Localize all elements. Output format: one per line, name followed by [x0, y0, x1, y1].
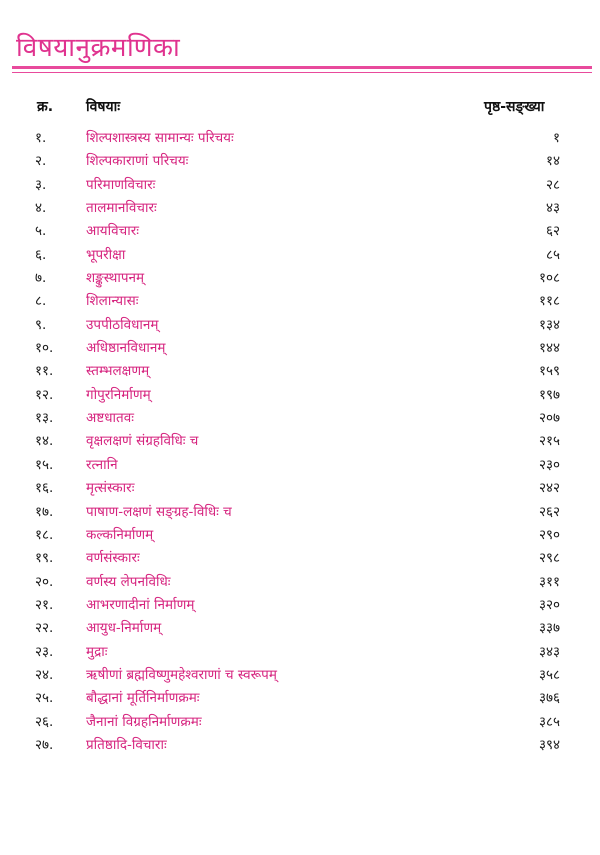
- entry-subject[interactable]: मुद्राः: [86, 643, 108, 660]
- entry-number: ८.: [35, 293, 47, 310]
- list-item[interactable]: [0, 289, 600, 312]
- entry-number: १७.: [35, 503, 54, 520]
- entry-page-number: १३४: [538, 316, 560, 333]
- entry-page-number: ३३७: [538, 620, 560, 637]
- entry-number: १.: [35, 130, 47, 146]
- entry-number: २४.: [35, 666, 54, 683]
- entry-page-number: १९७: [538, 386, 560, 403]
- entry-number: १०.: [35, 340, 54, 357]
- entry-number: १५.: [35, 456, 54, 473]
- entry-subject[interactable]: तालमानविचारः: [86, 200, 157, 217]
- entry-number: १२.: [35, 386, 54, 403]
- list-item[interactable]: [0, 196, 600, 219]
- entry-page-number: १४४: [538, 340, 560, 357]
- entry-subject[interactable]: वर्णसंस्कारः: [86, 550, 140, 567]
- entry-page-number: १४: [545, 153, 560, 170]
- entry-subject[interactable]: ऋषीणां ब्रह्मविष्णुमहेश्वराणां च स्वरूपम्: [86, 666, 277, 683]
- entry-subject[interactable]: आयविचारः: [86, 223, 139, 240]
- list-item[interactable]: [0, 336, 600, 359]
- list-item[interactable]: [0, 640, 600, 663]
- list-item[interactable]: [0, 406, 600, 429]
- list-item[interactable]: [0, 593, 600, 616]
- entry-subject[interactable]: आभरणादीनां निर्माणम्: [86, 596, 195, 613]
- entry-subject[interactable]: गोपुरनिर्माणम्: [86, 386, 151, 403]
- entry-number: ४.: [35, 200, 47, 217]
- entry-number: १८.: [35, 526, 54, 543]
- entry-subject[interactable]: शङ्कुस्थापनम्: [86, 270, 145, 287]
- table-header: [0, 97, 600, 121]
- entry-number: २१.: [35, 596, 54, 613]
- entry-page-number: २१५: [538, 433, 560, 450]
- list-item[interactable]: [0, 546, 600, 569]
- entry-subject[interactable]: भूपरीक्षा: [86, 246, 126, 263]
- entry-number: २०.: [35, 573, 54, 590]
- entry-subject[interactable]: स्तम्भलक्षणम्: [86, 363, 150, 380]
- entry-subject[interactable]: शिलान्यासः: [86, 293, 139, 310]
- page-title: विषयानुक्रमणिका: [16, 33, 181, 63]
- entry-subject[interactable]: उपपीठविधानम्: [86, 316, 159, 333]
- entry-subject[interactable]: आयुध-निर्माणम्: [86, 620, 162, 637]
- list-item[interactable]: [0, 243, 600, 266]
- header-page-number: पृष्ठ-सङ्ख्या: [484, 99, 545, 115]
- list-item[interactable]: [0, 710, 600, 733]
- title-divider-thick: [12, 66, 592, 69]
- entry-page-number: २९८: [538, 550, 560, 567]
- entry-page-number: २९०: [538, 526, 560, 543]
- entry-subject[interactable]: जैनानां विग्रहनिर्माणक्रमः: [86, 713, 202, 730]
- header-subject: विषयाः: [86, 99, 121, 115]
- list-item[interactable]: [0, 663, 600, 686]
- entry-number: ९.: [35, 316, 47, 333]
- entry-number: २६.: [35, 713, 54, 730]
- contents-list: [0, 126, 600, 756]
- entry-page-number: ३८५: [538, 713, 560, 730]
- entry-number: १६.: [35, 480, 54, 497]
- entry-page-number: ३७६: [538, 690, 560, 707]
- entry-page-number: ३९४: [538, 736, 560, 753]
- entry-subject[interactable]: शिल्पकाराणां परिचयः: [86, 153, 189, 170]
- entry-subject[interactable]: पाषाण-लक्षणं सङ्ग्रह-विधिः च: [86, 503, 232, 520]
- list-item[interactable]: [0, 453, 600, 476]
- entry-page-number: ३५८: [538, 666, 560, 683]
- list-item[interactable]: [0, 686, 600, 709]
- list-item[interactable]: [0, 313, 600, 336]
- entry-number: २५.: [35, 690, 54, 707]
- entry-subject[interactable]: कल्कनिर्माणम्: [86, 526, 154, 543]
- list-item[interactable]: [0, 733, 600, 756]
- entry-page-number: १५९: [538, 363, 560, 380]
- entry-number: १९.: [35, 550, 54, 567]
- entry-number: २७.: [35, 736, 54, 753]
- entry-page-number: १०८: [538, 270, 560, 287]
- entry-number: १४.: [35, 433, 54, 450]
- list-item[interactable]: [0, 570, 600, 593]
- entry-subject[interactable]: अधिष्ठानविधानम्: [86, 340, 166, 357]
- entry-number: ६.: [35, 246, 47, 263]
- entry-number: ३.: [35, 176, 47, 193]
- list-item[interactable]: [0, 500, 600, 523]
- entry-number: ११.: [35, 363, 54, 380]
- entry-number: २.: [35, 153, 47, 170]
- list-item[interactable]: [0, 149, 600, 172]
- entry-number: १३.: [35, 410, 54, 427]
- title-divider-thin: [12, 72, 592, 73]
- list-item[interactable]: [0, 126, 600, 149]
- header-number: क्र.: [37, 99, 54, 115]
- list-item[interactable]: [0, 266, 600, 289]
- entry-page-number: ४३: [545, 200, 560, 217]
- entry-page-number: ११८: [538, 293, 560, 310]
- entry-page-number: २६२: [538, 503, 560, 520]
- entry-page-number: १: [552, 130, 560, 146]
- entry-subject[interactable]: शिल्पशास्त्रस्य सामान्यः परिचयः: [86, 130, 234, 146]
- list-item[interactable]: [0, 616, 600, 639]
- entry-subject[interactable]: प्रतिष्ठादि-विचाराः: [86, 736, 167, 753]
- entry-subject[interactable]: वर्णस्य लेपनविधिः: [86, 573, 171, 590]
- entry-subject[interactable]: बौद्धानां मूर्तिनिर्माणक्रमः: [86, 690, 200, 707]
- list-item[interactable]: [0, 219, 600, 242]
- list-item[interactable]: [0, 523, 600, 546]
- list-item[interactable]: [0, 476, 600, 499]
- list-item[interactable]: [0, 173, 600, 196]
- entry-page-number: ३२०: [538, 596, 560, 613]
- entry-subject[interactable]: मृत्संस्कारः: [86, 480, 135, 497]
- entry-page-number: २०७: [538, 410, 560, 427]
- list-item[interactable]: [0, 383, 600, 406]
- entry-page-number: ३४३: [538, 643, 560, 660]
- entry-number: ५.: [35, 223, 47, 240]
- entry-number: ७.: [35, 270, 47, 287]
- entry-page-number: ३११: [538, 573, 560, 590]
- list-item[interactable]: [0, 359, 600, 382]
- entry-page-number: ६२: [545, 223, 560, 240]
- entry-page-number: ८५: [545, 246, 560, 263]
- list-item[interactable]: [0, 429, 600, 452]
- entry-page-number: २४२: [538, 480, 560, 497]
- entry-subject[interactable]: वृक्षलक्षणं संग्रहविधिः च: [86, 433, 199, 450]
- entry-subject[interactable]: परिमाणविचारः: [86, 176, 156, 193]
- entry-subject[interactable]: रत्नानि: [86, 456, 118, 473]
- entry-number: २३.: [35, 643, 54, 660]
- entry-subject[interactable]: अष्टधातवः: [86, 410, 134, 427]
- entry-page-number: २३०: [538, 456, 560, 473]
- entry-page-number: २८: [545, 176, 560, 193]
- entry-number: २२.: [35, 620, 54, 637]
